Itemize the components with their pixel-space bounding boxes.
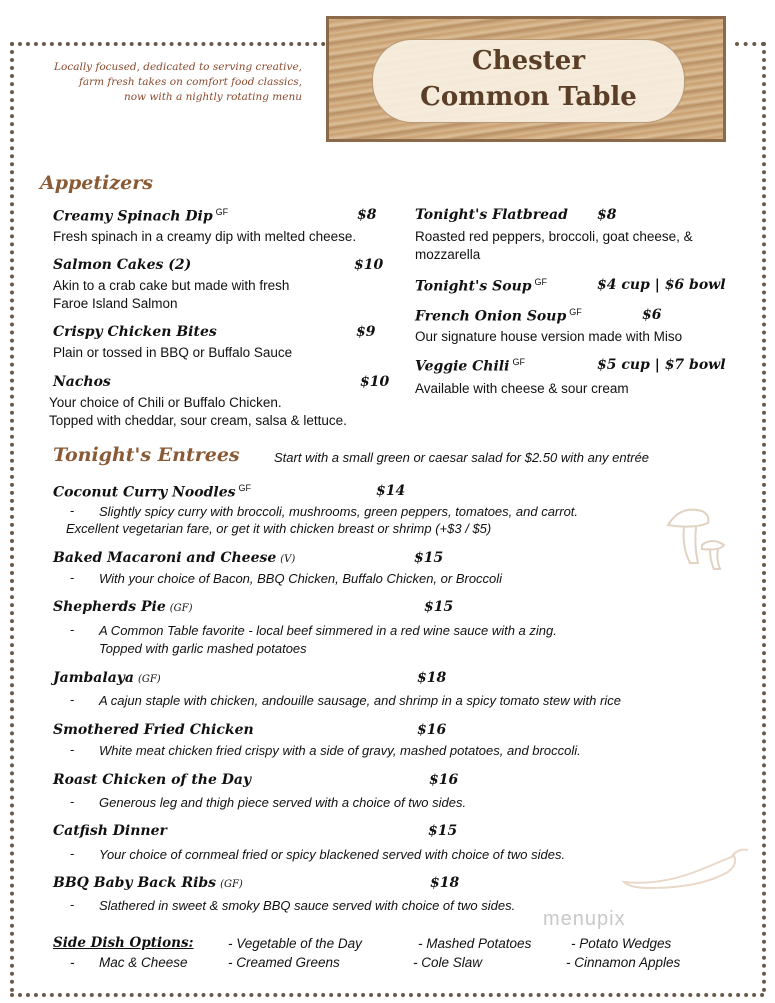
menu-item-price: $5 cup | $7 bowl <box>597 357 726 373</box>
menu-item-description: Topped with cheddar, sour cream, salsa & lettuce. <box>49 413 347 428</box>
bullet-dash: - <box>70 570 75 585</box>
menu-item-name: Jambalaya (GF) <box>53 670 161 686</box>
menu-item-name: Tonight's Soup $^{GF}$ <box>415 277 548 295</box>
menu-item-description: A Common Table favorite - local beef simmered in a red wine sauce with a zing. <box>99 623 557 638</box>
bullet-dash: - <box>70 794 75 809</box>
mushroom-icon <box>664 503 730 575</box>
gluten-free-tag: GF <box>512 357 525 367</box>
menu-item-name: Catfish Dinner <box>53 823 167 839</box>
appetizers-heading: Appetizers <box>40 172 153 194</box>
menu-item-name: Creamy Spinach Dip $^{GF}$ <box>53 207 229 225</box>
gluten-free-tag: (GF) <box>137 674 161 685</box>
menu-item-description: With your choice of Bacon, BBQ Chicken, Buffalo Chicken, or Broccoli <box>99 571 503 586</box>
tagline-line: now with a nightly rotating menu <box>123 91 302 103</box>
side-dish-item: Mac & Cheese <box>99 955 188 970</box>
menu-item-name: Coconut Curry Noodles $^{GF}$ <box>53 483 251 501</box>
bullet-dash: - <box>70 622 75 637</box>
gluten-free-tag: GF <box>534 277 548 287</box>
menu-item-price: $6 <box>642 307 662 323</box>
side-dish-item: - Vegetable of the Day <box>228 936 362 951</box>
menu-item-name: Shepherds Pie (GF) <box>53 599 193 615</box>
menu-item-description: A cajun staple with chicken, andouille sausage, and shrimp in a spicy tomato stew with rice <box>99 693 621 708</box>
menu-item-name: BBQ Baby Back Ribs (GF) <box>53 875 243 891</box>
tagline-line: farm fresh takes on comfort food classics, <box>78 76 302 88</box>
menu-item-price: $16 <box>429 772 459 788</box>
menu-item-price: $15 <box>428 823 458 839</box>
side-dish-item: - Creamed Greens <box>228 955 340 970</box>
menu-item-description: Faroe Island Salmon <box>53 296 178 311</box>
side-dish-heading: Side Dish Options: <box>53 935 194 951</box>
gluten-free-tag: GF <box>569 307 582 317</box>
side-dish-item: - Cole Slaw <box>413 955 483 970</box>
menu-item-name: Crispy Chicken Bites <box>53 324 217 340</box>
menu-item-description: Our signature house version made with Miso <box>415 329 683 344</box>
menu-item-name: Salmon Cakes (2) <box>53 257 192 273</box>
bullet-dash: - <box>70 692 75 707</box>
bottom-border <box>10 993 765 997</box>
menu-item-description: Roasted red peppers, broccoli, goat cheese, & <box>415 229 693 244</box>
gluten-free-tag: (GF) <box>169 603 193 614</box>
menu-item-description: White meat chicken fried crispy with a side of gravy, mashed potatoes, and broccoli. <box>99 743 581 758</box>
side-dish-item: - Mashed Potatoes <box>418 936 532 951</box>
menu-item-price: $10 <box>360 374 390 390</box>
menu-item-name: Nachos <box>53 374 111 390</box>
bullet-dash: - <box>70 955 75 970</box>
tagline-line: Locally focused, dedicated to serving creative, <box>54 61 302 73</box>
chili-pepper-icon <box>620 842 752 890</box>
entrees-heading: Tonight's Entrees <box>53 444 240 466</box>
logo-line-2: Common Table <box>420 82 637 112</box>
logo-line-1: Chester <box>471 46 586 76</box>
gluten-free-tag: (GF) <box>220 879 243 890</box>
side-dish-item: - Potato Wedges <box>571 936 672 951</box>
bullet-dash: - <box>70 742 75 757</box>
menu-item-description: Plain or tossed in BBQ or Buffalo Sauce <box>53 345 293 360</box>
menupix-watermark: menupix <box>543 908 626 930</box>
left-border <box>10 42 14 993</box>
bullet-dash: - <box>70 846 75 861</box>
menu-item-description: Generous leg and thigh piece served with a choice of two sides. <box>99 795 467 810</box>
menu-item-name: Veggie Chili $^{GF}$ <box>415 357 525 375</box>
logo-plaque <box>372 39 685 123</box>
menu-item-description: Topped with garlic mashed potatoes <box>99 641 307 656</box>
menu-item-price: $8 <box>357 207 377 223</box>
menu-item-description: Your choice of cornmeal fried or spicy blackened served with choice of two sides. <box>99 847 566 862</box>
menu-item-price: $18 <box>430 875 460 891</box>
menu-item-price: $10 <box>354 257 384 273</box>
bullet-dash: - <box>70 503 75 518</box>
menu-item-price: $4 cup | $6 bowl <box>597 277 726 293</box>
menu-item-price: $16 <box>417 722 447 738</box>
restaurant-logo <box>326 16 726 142</box>
menu-item-price: $14 <box>376 483 406 499</box>
vegetarian-tag: (V) <box>280 554 296 565</box>
menu-item-price: $8 <box>597 207 617 223</box>
menu-item-price: $18 <box>417 670 447 686</box>
salad-note: Start with a small green or caesar salad for $2.50 with any entrée <box>274 450 650 465</box>
menu-item-description: Slightly spicy curry with broccoli, mushrooms, green peppers, tomatoes, and carrot. <box>99 504 579 519</box>
gluten-free-tag: GF <box>238 483 251 493</box>
bullet-dash: - <box>70 897 75 912</box>
menu-item-name: Roast Chicken of the Day <box>53 772 252 788</box>
menu-item-description: Your choice of Chili or Buffalo Chicken. <box>49 395 282 410</box>
menu-item-name: Baked Macaroni and Cheese (V) <box>53 550 296 566</box>
top-border-right <box>735 42 765 46</box>
menu-item-name: Smothered Fried Chicken <box>53 722 254 738</box>
side-dish-item: - Cinnamon Apples <box>566 955 681 970</box>
menu-item-price: $9 <box>356 324 376 340</box>
right-border <box>762 42 766 993</box>
menu-item-description: Slathered in sweet & smoky BBQ sauce served with choice of two sides. <box>99 898 516 913</box>
menu-item-price: $15 <box>424 599 454 615</box>
menu-item-name: Tonight's Flatbread <box>415 207 568 223</box>
menu-item-description: Akin to a crab cake but made with fresh <box>53 278 290 293</box>
menu-item-description: Fresh spinach in a creamy dip with melted cheese. <box>53 229 357 244</box>
menu-item-description: mozzarella <box>415 247 481 262</box>
menu-item-price: $15 <box>414 550 444 566</box>
tagline <box>40 60 302 105</box>
gluten-free-tag: GF <box>215 207 229 217</box>
menu-item-name: French Onion Soup $^{GF}$ <box>415 307 582 325</box>
menu-item-description: Available with cheese & sour cream <box>415 381 629 396</box>
menu-item-description: Excellent vegetarian fare, or get it with chicken breast or shrimp (+$3 / $5) <box>66 521 492 536</box>
